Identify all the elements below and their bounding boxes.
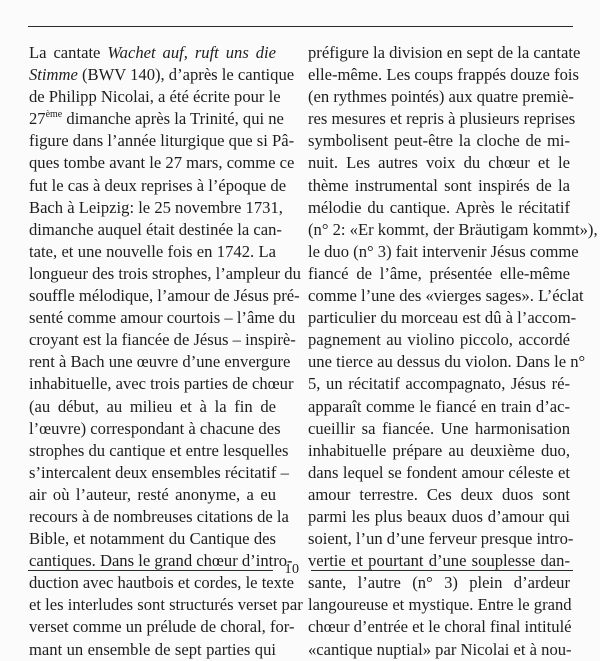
text-line <box>29 197 283 219</box>
text-line <box>308 241 579 263</box>
text-line <box>29 418 281 440</box>
text-segment: l’œuvre) correspondant à chacune des <box>29 418 281 438</box>
text-segment: croyant est la fiancée de Jésus – inspirè- <box>29 330 296 350</box>
text-segment: figure dans l’année liturgique que si Pâ- <box>29 131 295 151</box>
text-segment: «cantique nuptial» par Nicolai et à nou- <box>308 639 572 659</box>
text-line <box>308 462 570 484</box>
text-line <box>29 175 287 197</box>
text-line <box>308 108 576 130</box>
text-segment: cueillir sa fiancée. Une harmonisation <box>308 418 570 438</box>
text-line <box>29 86 281 108</box>
text-line <box>29 484 276 506</box>
text-segment: thème instrumental sont inspirés de la <box>308 175 570 195</box>
text-line <box>29 373 294 395</box>
text-segment: (au début, au milieu et à la fin de <box>29 396 276 416</box>
text-line <box>29 506 289 528</box>
text-line <box>29 263 301 285</box>
text-segment: fut le cas à deux reprises à l’époque de <box>29 175 287 195</box>
text-line <box>29 130 295 152</box>
page-number: 10 <box>284 562 300 577</box>
text-segment: particulier du morceau est dû à l’accom- <box>308 308 577 328</box>
text-segment: cantiques. Dans le grand chœur d’intro- <box>29 551 293 571</box>
text-segment: tate, et une nouvelle fois en 1742. La <box>29 241 276 261</box>
text-segment: souffle mélodique, l’amour de Jésus pré- <box>29 286 300 306</box>
text-segment: res mesures et repris à plusieurs reprises <box>308 109 576 129</box>
text-segment: apparaît comme le fiancé en train d’ac- <box>308 396 570 416</box>
text-segment: La cantate <box>29 43 108 62</box>
text-segment: longueur des trois strophes, l’ampleur du <box>29 263 301 283</box>
text-line <box>308 285 584 307</box>
text-line <box>29 616 295 638</box>
text-line <box>308 329 570 351</box>
text-line <box>308 263 570 285</box>
text-segment: amour terrestre. Ces deux duos sont <box>308 484 570 504</box>
text-segment: (n° 2: «Er kommt, der Bräutigam kommt»), <box>308 219 598 239</box>
bottom-rule-right <box>311 570 573 571</box>
text-line <box>308 418 570 440</box>
text-segment: air où l’auteur, resté anonyme, a eu <box>29 484 276 504</box>
text-line <box>308 64 579 86</box>
text-segment: dimanche après la Trinité, qui ne <box>62 109 284 129</box>
text-segment: 5, un récitatif accompagnato, Jésus ré- <box>308 374 570 394</box>
text-segment: symbolisent peut-être la cloche de mi- <box>308 131 570 151</box>
text-segment: senté comme amour courtois – l’âme du <box>29 308 296 328</box>
text-segment: rent à Bach une œuvre d’une envergure <box>29 352 291 372</box>
text-line <box>308 351 586 373</box>
text-line <box>308 219 598 241</box>
text-segment: Bach à Leipzig: le 25 novembre 1731, <box>29 197 283 217</box>
text-line <box>308 484 570 506</box>
text-segment: vertie et pourtant d’une souplesse dan- <box>308 551 570 571</box>
text-segment: dans lequel se fondent amour céleste et <box>308 462 570 482</box>
right-text-column <box>308 42 598 661</box>
text-line <box>29 219 282 241</box>
text-line <box>308 639 570 661</box>
text-line <box>29 108 284 130</box>
text-line <box>308 396 570 418</box>
top-rule <box>28 26 573 27</box>
text-line <box>29 639 276 661</box>
text-line <box>29 42 276 64</box>
text-segment: Bible, et notamment du Cantique des <box>29 529 276 549</box>
text-line <box>29 241 276 263</box>
text-segment: sante, l’autre (n° 3) plein d’ardeur <box>308 573 570 593</box>
text-segment: (en rythmes pointés) aux quatre premiè- <box>308 87 574 107</box>
text-line <box>308 594 570 616</box>
text-segment: mélodie du cantique. Après le récitatif <box>308 197 570 217</box>
text-segment: parmi les plus beaux duos d’amour qui <box>308 506 570 526</box>
text-segment: nuit. Les autres voix du chœur et le <box>308 153 570 173</box>
text-segment: ques tombe avant le 27 mars, comme ce <box>29 153 295 173</box>
text-segment: inhabituelle, avec trois parties de chœur <box>29 374 294 394</box>
text-segment: verset comme un prélude de choral, for- <box>29 617 295 637</box>
text-line <box>308 175 570 197</box>
text-line <box>29 572 294 594</box>
text-segment: et les interludes sont structurés verset par <box>29 595 303 615</box>
text-segment: pagnement au violino piccolo, accordé <box>308 330 570 350</box>
text-segment: (BWV 140), d’après le cantique <box>77 65 295 85</box>
italic-title: Stimme <box>29 65 78 85</box>
text-line <box>308 307 577 329</box>
text-line <box>308 616 570 638</box>
text-segment: de Philipp Nicolai, a été écrite pour le <box>29 87 281 107</box>
text-line <box>29 396 276 418</box>
text-line <box>29 440 289 462</box>
text-line <box>29 329 296 351</box>
text-segment: dimanche auquel était destinée la can- <box>29 219 282 239</box>
text-segment: 27 <box>29 109 46 129</box>
text-line <box>29 285 300 307</box>
text-line <box>308 572 570 594</box>
text-line <box>308 42 581 64</box>
text-line <box>308 152 570 174</box>
text-segment: mant un ensemble de sept parties qui <box>29 639 276 659</box>
text-line <box>308 506 570 528</box>
superscript: ème <box>45 109 63 121</box>
italic-title: Wachet auf, ruft uns die <box>107 43 276 62</box>
text-line <box>308 440 570 462</box>
text-segment: fiancé de l’âme, présentée elle-même <box>308 263 570 283</box>
text-segment: le duo (n° 3) fait intervenir Jésus comme <box>308 241 579 261</box>
text-line <box>29 462 289 484</box>
text-line <box>308 197 570 219</box>
text-line <box>29 152 295 174</box>
text-line <box>29 351 291 373</box>
text-line <box>308 528 574 550</box>
text-line <box>29 528 276 550</box>
text-segment: recours à de nombreuses citations de la <box>29 506 289 526</box>
text-segment: soient, l’un d’une ferveur presque intro- <box>308 529 574 549</box>
text-segment: duction avec hautbois et cordes, le texte <box>29 573 294 593</box>
text-segment: inhabituelle prépare au deuxième duo, <box>308 440 570 460</box>
text-line <box>308 373 570 395</box>
text-segment: préfigure la division en sept de la cantate <box>308 43 581 62</box>
text-segment: chœur d’entrée et le choral final intitulé <box>308 617 572 637</box>
text-segment: comme l’une des «vierges sages». L’éclat <box>308 286 584 306</box>
text-line <box>29 307 296 329</box>
text-segment: langoureuse et mystique. Entre le grand <box>308 595 572 615</box>
bottom-rule-left <box>28 570 273 571</box>
text-line <box>29 64 295 86</box>
text-line <box>308 86 574 108</box>
text-line <box>308 130 570 152</box>
text-line <box>308 550 570 572</box>
text-segment: strophes du cantique et entre lesquelles <box>29 440 289 460</box>
text-segment: une tierce au dessus du violon. Dans le n° <box>308 352 586 372</box>
text-line <box>29 594 303 616</box>
text-segment: elle-même. Les coups frappés douze fois <box>308 65 579 85</box>
text-segment: s’intercalent deux ensembles récitatif – <box>29 462 289 482</box>
text-line <box>29 550 293 572</box>
